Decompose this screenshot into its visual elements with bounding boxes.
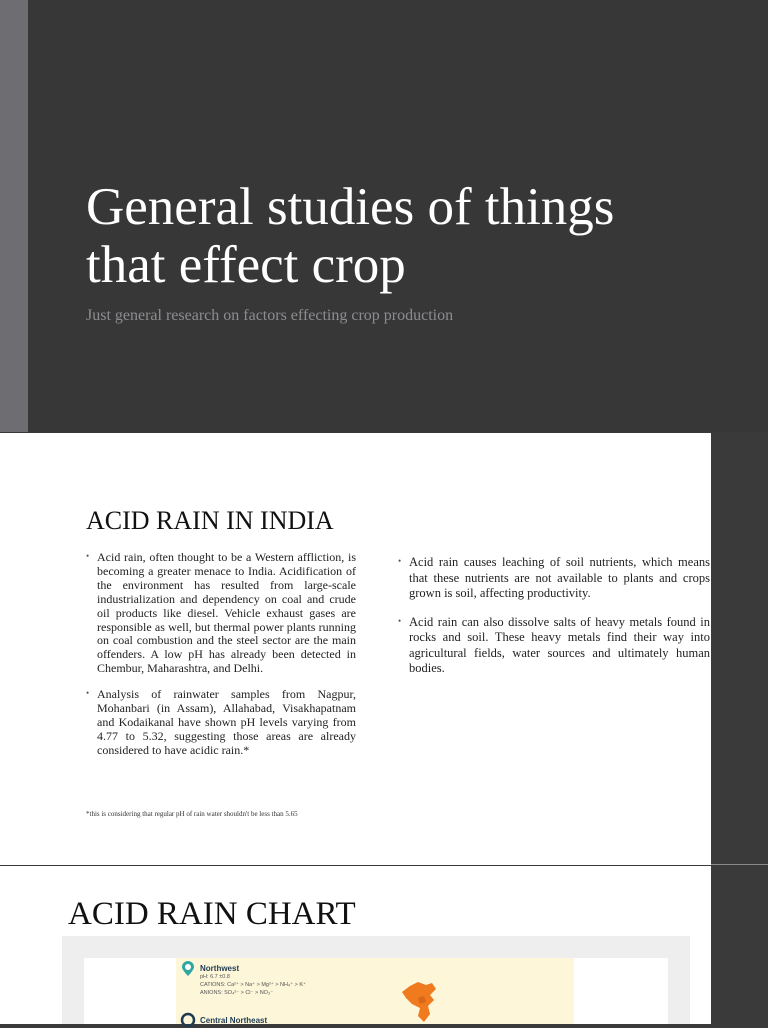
list-item: [86, 551, 356, 676]
dark-edge: [711, 433, 768, 865]
dark-edge: [711, 866, 768, 1024]
bullet-icon: •: [398, 615, 402, 626]
accent-bar: [0, 0, 28, 432]
india-map-icon: [396, 980, 446, 1024]
slide-title-line-1: General studies of things: [86, 178, 615, 236]
list-item: [398, 615, 710, 677]
slide-heading: ACID RAIN CHART: [68, 896, 356, 932]
region-ph: pH: 6.7 ±0.8: [200, 974, 230, 980]
acid-rain-chart-slide: [0, 866, 711, 1024]
title-slide: [0, 0, 768, 432]
slide-title: [86, 178, 726, 294]
list-item: [398, 555, 710, 602]
bullet-text: Acid rain causes leaching of soil nutrients, which means that these nutrients are not available to plants and crops grown is soil, affecting productivity.: [409, 555, 710, 600]
chart-image: [84, 958, 668, 1024]
bullet-text: Acid rain, often thought to be a Western affliction, is becoming a greater menace to India. Acidification of the environment has resulted from large-scale industrialization and dependency on coal and crude oil products like diesel. Vehicle exhaust gases are responsible as well, but thermal power plants running on coal combustion and the steel sector are the main offenders. A low pH has already been detected in Chembur, Maharashtra, and Delhi.: [97, 550, 356, 676]
list-item: [86, 688, 356, 758]
chart-frame: [62, 936, 690, 1024]
slide-heading: ACID RAIN IN INDIA: [86, 506, 334, 535]
slide-title-line-2: that effect crop: [86, 236, 406, 294]
region-anions: ANIONS: SO₄²⁻ > Cl⁻ > NO₃⁻: [200, 990, 274, 996]
right-bullet-list: [398, 555, 710, 690]
left-bullet-list: [86, 551, 356, 770]
divider: [711, 864, 768, 865]
region-name: Northwest: [200, 964, 240, 973]
bullet-icon: •: [86, 551, 90, 561]
region-northwest: [200, 964, 306, 997]
footnote: *this is considering that regular pH of rain water shouldn't be less than 5.65: [86, 810, 298, 818]
location-pin-icon: [180, 1012, 196, 1028]
acid-rain-india-slide: [0, 433, 711, 865]
slide-subtitle: Just general research on factors effecting crop production: [86, 307, 454, 324]
bullet-icon: •: [398, 556, 402, 566]
bullet-icon: •: [86, 688, 90, 699]
bullet-text: Analysis of rainwater samples from Nagpur, Mohanbari (in Assam), Allahabad, Visakhapatnam and Kodaikanal have shown pH levels varying from 4.77 to 5.32, suggesting those areas are already considered to have acidic rain.*: [97, 687, 356, 757]
region-name: Central Northeast: [200, 1016, 268, 1025]
bullet-text: Acid rain can also dissolve salts of heavy metals found in rocks and soil. These heavy metals find their way into agricultural fields, water sources and ultimately human bodies.: [409, 614, 710, 675]
location-pin-icon: [180, 961, 196, 977]
region-cations: CATIONS: Ca²⁺ > Na⁺ > Mg²⁺ > NH₄⁺ > K⁺: [200, 982, 306, 988]
